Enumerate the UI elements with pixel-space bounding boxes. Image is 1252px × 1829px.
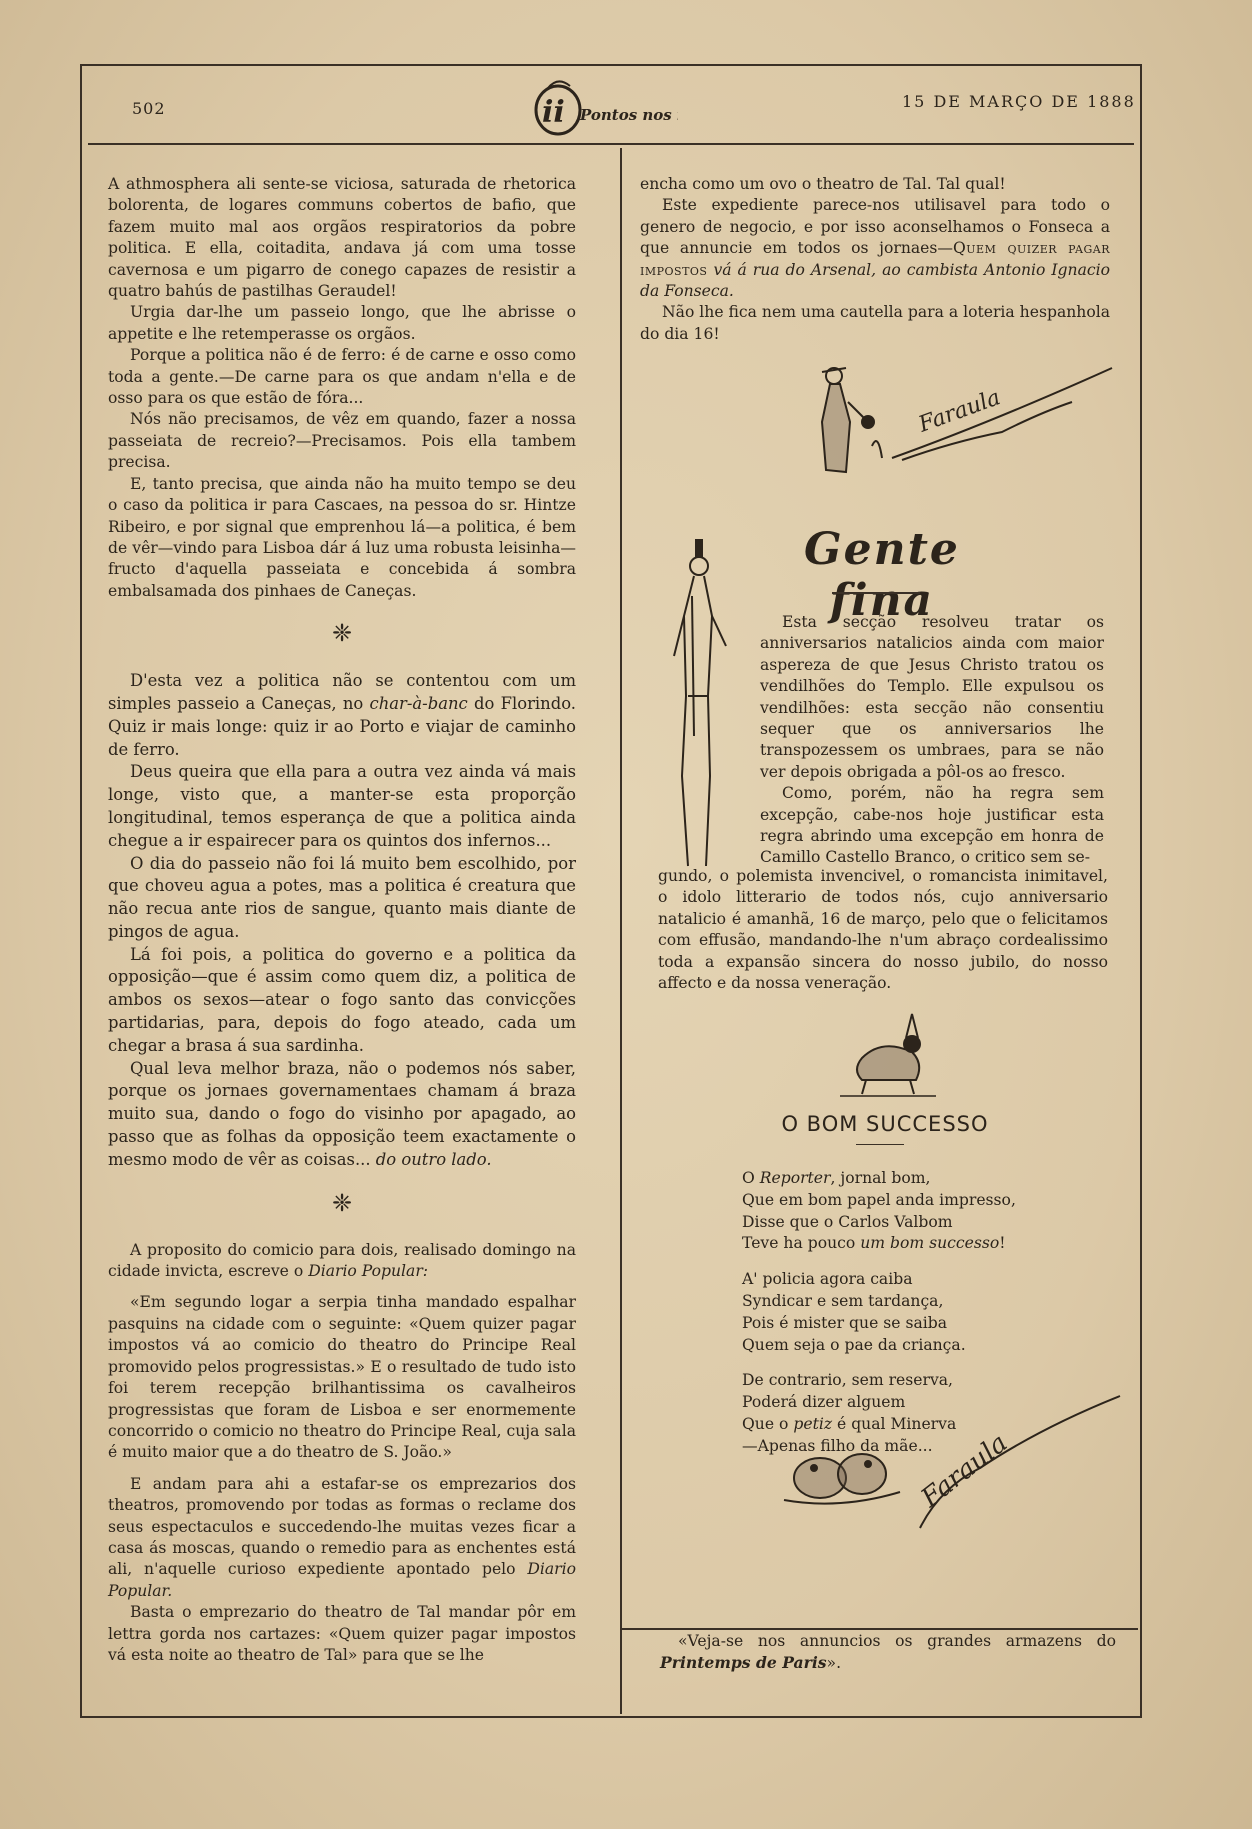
article-paragraph: A athmosphera ali sente-se viciosa, saturada de rhetorica bolorenta, de logares communs cobertos de bafio, que fazem muito mal aos orgãos respiratorios da pobre politica. E ella, coitadita, andava já com uma tosse cavernosa e um pigarro de conego capazes de resistir a quatro bahús de pastilhas Geraudel! xyxy=(108,175,576,301)
poem-line: Pois é mister que se saiba xyxy=(742,1313,948,1332)
poem-line: A' policia agora caiba xyxy=(742,1270,913,1289)
issue-date: 15 DE MARÇO DE 1888 xyxy=(902,92,1136,111)
article-paragraph xyxy=(640,195,1110,302)
article-paragraph: E, tanto precisa, que ainda não ha muito tempo se deu o caso da politica ir para Cascaes, na pessoa do sr. Hintze Ribeiro, e por signal que emprenhou lá—a politica, é bem de vêr—vindo para Lisboa dár á luz uma robusta leisinha—fructo d'aquella passeiata e concebida á sombra embalsamada dos pinhaes de Caneças. xyxy=(108,474,576,600)
italic-span: Printemps de Paris xyxy=(660,1653,827,1672)
text-span: Este expediente parece-nos utilisavel para todo o genero de negocio, e por isso aconselhamos o Fonseca a que annuncie em todos os jornaes— xyxy=(640,196,1110,258)
text-span: do Florindo. Quiz ir mais longe: quiz ir ao Porto e viajar de caminho de ferro. xyxy=(108,693,576,759)
article-paragraph: Como, porém, não ha regra sem excepção, cabe-nos hoje justificar esta regra abrindo uma excepção em honra de Camillo Castello Branco, o critico sem se- xyxy=(760,784,1104,867)
italic-span: Reporter xyxy=(759,1169,831,1187)
italic-span: vá á rua do Arsenal, ao cambista Antonio Ignacio da Fonseca. xyxy=(640,260,1110,301)
header-rule xyxy=(88,143,1134,145)
poem-line: Que o petiz é qual Minerva xyxy=(742,1414,957,1433)
poem-title: O BOM SUCCESSO xyxy=(781,1112,989,1136)
text-span: E andam para ahi a estafar-se os emprezarios dos theatros, promovendo por todas as formas o reclame dos seus espectaculos e succedendo-lhe muitas vezes ficar a casa ás moscas, quando o remedio para as enchentes está ali, n'aquelle curioso expediente apontado pelo xyxy=(108,1474,576,1579)
article-paragraph: Porque a politica não é de ferro: é de carne e osso como toda a gente.—De carne para os que andam n'ella e de osso para os que estão de fóra... xyxy=(108,346,576,408)
title-rule xyxy=(832,592,920,594)
text-span: A proposito do comicio para dois, realisado domingo na cidade invicta, escreve o xyxy=(108,1240,576,1281)
text-span: D'esta vez a politica não se contentou com um simples passeio a Caneças, no xyxy=(108,671,576,713)
poem-line: Teve ha pouco um bom successo! xyxy=(742,1234,1006,1253)
advertisement-note xyxy=(660,1630,1116,1674)
section-ornament: ❈ xyxy=(331,619,353,648)
poem-line: Que em bom papel anda impresso, xyxy=(742,1190,1016,1209)
left-column xyxy=(108,174,576,1666)
right-column-top xyxy=(640,174,1110,345)
poem-line: Syndicar e sem tardança, xyxy=(742,1291,944,1310)
article-paragraph: O dia do passeio não foi lá muito bem escolhido, por que choveu agua a potes, mas a politica é creatura que não recua ante rios de sangue, quanto mais diante de pingos de agua. xyxy=(108,853,576,941)
poem-stanza xyxy=(742,1269,1082,1356)
article-paragraph xyxy=(660,1630,1116,1674)
birds-illustration xyxy=(780,1388,1136,1548)
poem-line: —Apenas filho da mãe... xyxy=(742,1436,933,1455)
masthead-logo xyxy=(528,76,678,138)
poem-line: De contrario, sem reserva, xyxy=(742,1371,954,1390)
article-paragraph: Não lhe fica nem uma cautella para a loteria hespanhola do dia 16! xyxy=(640,303,1110,343)
article-paragraph xyxy=(108,1240,576,1283)
article-paragraph xyxy=(108,1474,576,1602)
article-paragraph xyxy=(108,1058,576,1172)
signature: Faraula xyxy=(915,385,1004,438)
poem-line: Disse que o Carlos Valbom xyxy=(742,1212,953,1231)
italic-span: Diario Popular: xyxy=(308,1262,429,1281)
dog-illustration xyxy=(832,1008,942,1104)
smallcaps-span: Quem quizer pagar impostos xyxy=(640,239,1111,279)
article-paragraph xyxy=(108,670,576,761)
article-paragraph: Basta o emprezario do theatro de Tal mandar pôr em lettra gorda nos cartazes: «Quem quizer pagar impostos vá esta noite ao theatro de Tal» para que se lhe xyxy=(108,1603,576,1664)
italic-span: Diario Popular. xyxy=(108,1560,576,1600)
poem-line: O Reporter, jornal bom, xyxy=(742,1169,931,1187)
text-span: «Veja-se nos annuncios os grandes armazens do xyxy=(678,1632,1116,1650)
article-paragraph: gundo, o polemista invencivel, o romancista inimitavel, o idolo litterario de todos nós, cujo anniversario natalicio é amanhã, 16 de março, pelo que o felicitamos com effusão, mandando-lhe n'um abraço cordealissimo toda a expansão sincera do nosso jubilo, do nosso affecto e da nossa veneração. xyxy=(658,867,1108,993)
caricature-illustration xyxy=(812,362,1122,492)
article-paragraph: encha como um ovo o theatro de Tal. Tal qual! xyxy=(640,175,1006,193)
text-span: Qual leva melhor braza, não o podemos nós saber, porque os jornaes governamentaes chamam á braza muito sua, dando o fogo do visinho por apagado, ao passo que as folhas da opposição teem exactamente o mesmo modo de vêr as coisas... xyxy=(108,1058,576,1169)
page-number: 502 xyxy=(132,99,166,118)
article-paragraph: Nós não precisamos, de vêz em quando, fazer a nossa passeiata de recreio?—Precisamos. Pois ella tambem precisa. xyxy=(108,410,576,472)
poem-stanza xyxy=(742,1168,1082,1255)
article-paragraph: Urgia dar-lhe um passeio longo, que lhe abrisse o appetite e lhe retemperasse os orgãos. xyxy=(108,303,576,343)
poem-line: Poderá dizer alguem xyxy=(742,1393,906,1412)
italic-span: char-à-banc xyxy=(369,693,468,713)
section-title: Gente fina xyxy=(804,524,960,626)
article-paragraph: Lá foi pois, a politica do governo e a politica da opposição—que é assim como quem diz, a politica de ambos os sexos—atear o fogo santo das convicções partidarias, para, depois do fogo ateado, cada um chegar a brasa á sua sardinha. xyxy=(108,944,576,1055)
poem-rule xyxy=(856,1144,904,1145)
text-span: ». xyxy=(826,1654,842,1672)
masthead-title: Pontos nos ii xyxy=(580,106,678,124)
quote-paragraph: «Em segundo logar a serpia tinha mandado espalhar pasquins na cidade com o seguinte: «Quem quizer pagar impostos vá ao comicio do theatro do Principe Real promovido pelos progressistas.» E o resultado de tudo isto foi terem recepção brilhantissima os cavalheiros progressistas que foram de Lisboa e ser enormemente concorrido o comicio no theatro do Principe Real, cuja sala é muito maior que a do theatro de S. João.» xyxy=(108,1293,576,1462)
gente-fina-article xyxy=(760,612,1104,869)
section-ornament: ❈ xyxy=(331,1188,353,1217)
svg-text:ii: ii xyxy=(542,95,565,130)
italic-span: um bom successo xyxy=(860,1234,1000,1253)
italic-span: do outro lado. xyxy=(375,1149,492,1169)
italic-span: petiz xyxy=(793,1414,833,1433)
poem-line: Quem seja o pae da criança. xyxy=(742,1335,966,1354)
signature: Faraula xyxy=(915,1428,1014,1514)
figure-illustration xyxy=(668,536,732,872)
article-paragraph: Esta secção resolveu tratar os anniversarios natalicios ainda com maior aspereza de que Jesus Christo tratou os vendilhões do Templo. Elle expulsou os vendilhões: esta secção não consentiu sequer que os anniversarios lhe transpozessem os umbraes, para se não ver depois obrigada a pôl-os ao fresco. xyxy=(760,613,1104,781)
column-divider xyxy=(620,148,622,1714)
article-paragraph: Deus queira que ella para a outra vez ainda vá mais longe, visto que, a manter-se esta proporção longitudinal, temos esperança de que a politica ainda chegue a ir espairecer para os quintos dos infernos... xyxy=(108,762,576,850)
